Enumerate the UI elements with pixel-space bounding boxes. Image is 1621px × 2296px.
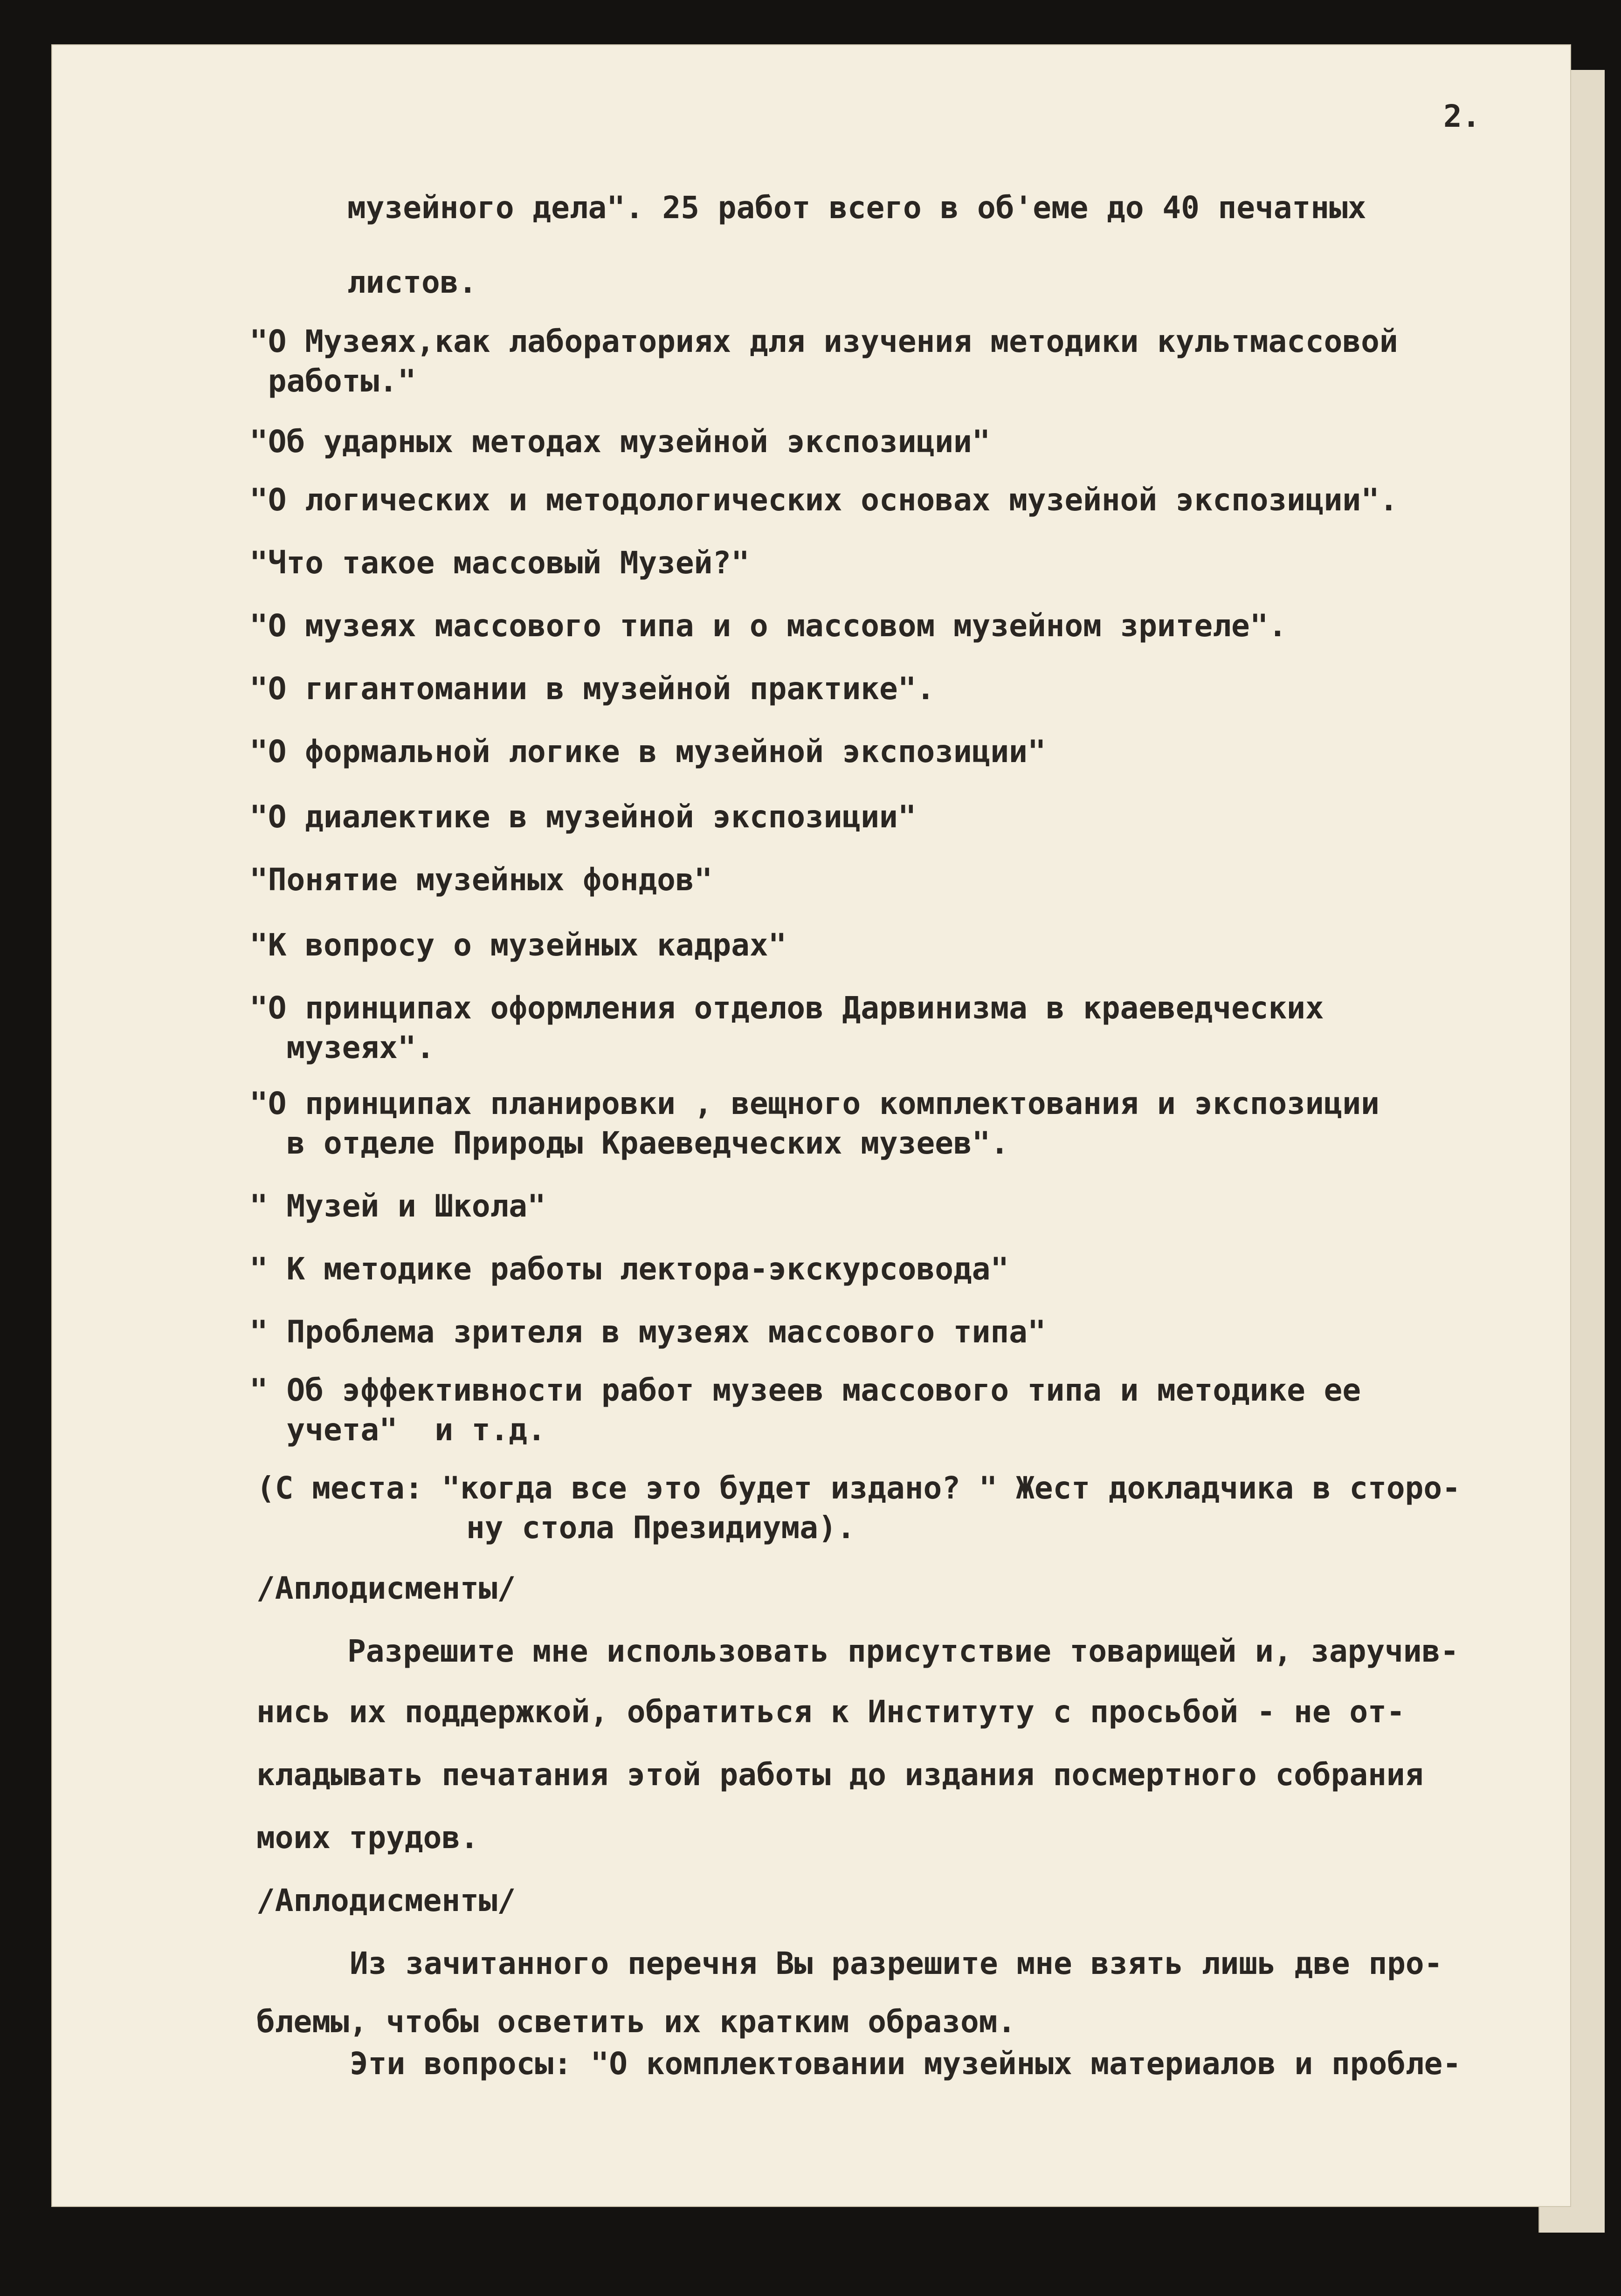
- text-line: кладывать печатания этой работы до издания посмертного собрания: [256, 1757, 1424, 1793]
- text-line: моих трудов.: [256, 1820, 479, 1856]
- text-line: ну стола Президиума).: [466, 1510, 855, 1546]
- typewritten-page: [51, 44, 1571, 2207]
- text-line: Разрешите мне использовать присутствие товарищей и, заручив-: [347, 1633, 1459, 1669]
- text-line: "О принципах оформления отделов Дарвинизма в краеведческих: [249, 990, 1324, 1026]
- text-line: в отделе Природы Краеведческих музеев".: [249, 1125, 1009, 1161]
- text-line: " Об эффективности работ музеев массового типа и методике ее: [249, 1372, 1361, 1408]
- text-line: /Аплодисменты/: [256, 1883, 516, 1918]
- text-line: " К методике работы лектора-экскурсовода": [249, 1251, 1009, 1287]
- text-line: музейного дела". 25 работ всего в об'еме до 40 печатных: [347, 190, 1366, 226]
- text-line: "Понятие музейных фондов": [249, 862, 713, 898]
- text-line: Эти вопросы: "О комплектовании музейных материалов и пробле-: [350, 2046, 1462, 2082]
- text-line: " Музей и Школа": [249, 1188, 546, 1224]
- text-line: "О гигантомании в музейной практике".: [249, 671, 935, 707]
- text-line: музеях".: [249, 1030, 435, 1066]
- text-line: нись их поддержкой, обратиться к Институту с просьбой - не от-: [256, 1694, 1405, 1730]
- text-line: "О логических и методологических основах музейной экспозиции".: [249, 482, 1398, 518]
- text-line: работы.": [249, 363, 416, 399]
- text-line: "О принципах планировки , вещного комплектования и экспозиции: [249, 1086, 1380, 1121]
- text-line: "О формальной логике в музейной экспозиции": [249, 734, 1046, 770]
- text-line: "О Музеях,как лабораториях для изучения методики культмассовой: [249, 323, 1398, 359]
- text-line: Из зачитанного перечня Вы разрешите мне взять лишь две про-: [350, 1945, 1443, 1981]
- text-line: "Об ударных методах музейной экспозиции": [249, 424, 991, 460]
- text-line: листов.: [347, 264, 477, 300]
- text-line: " Проблема зрителя в музеях массового типа": [249, 1314, 1046, 1350]
- page-number: 2.: [1443, 98, 1481, 134]
- text-line: "О диалектике в музейной экспозиции": [249, 799, 917, 835]
- text-line: учета" и т.д.: [249, 1412, 546, 1448]
- text-line: "О музеях массового типа и о массовом музейном зрителе".: [249, 608, 1287, 644]
- text-line: /Аплодисменты/: [256, 1570, 516, 1606]
- text-line: (С места: "когда все это будет издано? " Жест докладчика в сторо-: [256, 1470, 1461, 1506]
- text-line: блемы, чтобы осветить их кратким образом.: [256, 2004, 1016, 2040]
- text-line: "К вопросу о музейных кадрах": [249, 927, 787, 963]
- text-line: "Что такое массовый Музей?": [249, 545, 750, 581]
